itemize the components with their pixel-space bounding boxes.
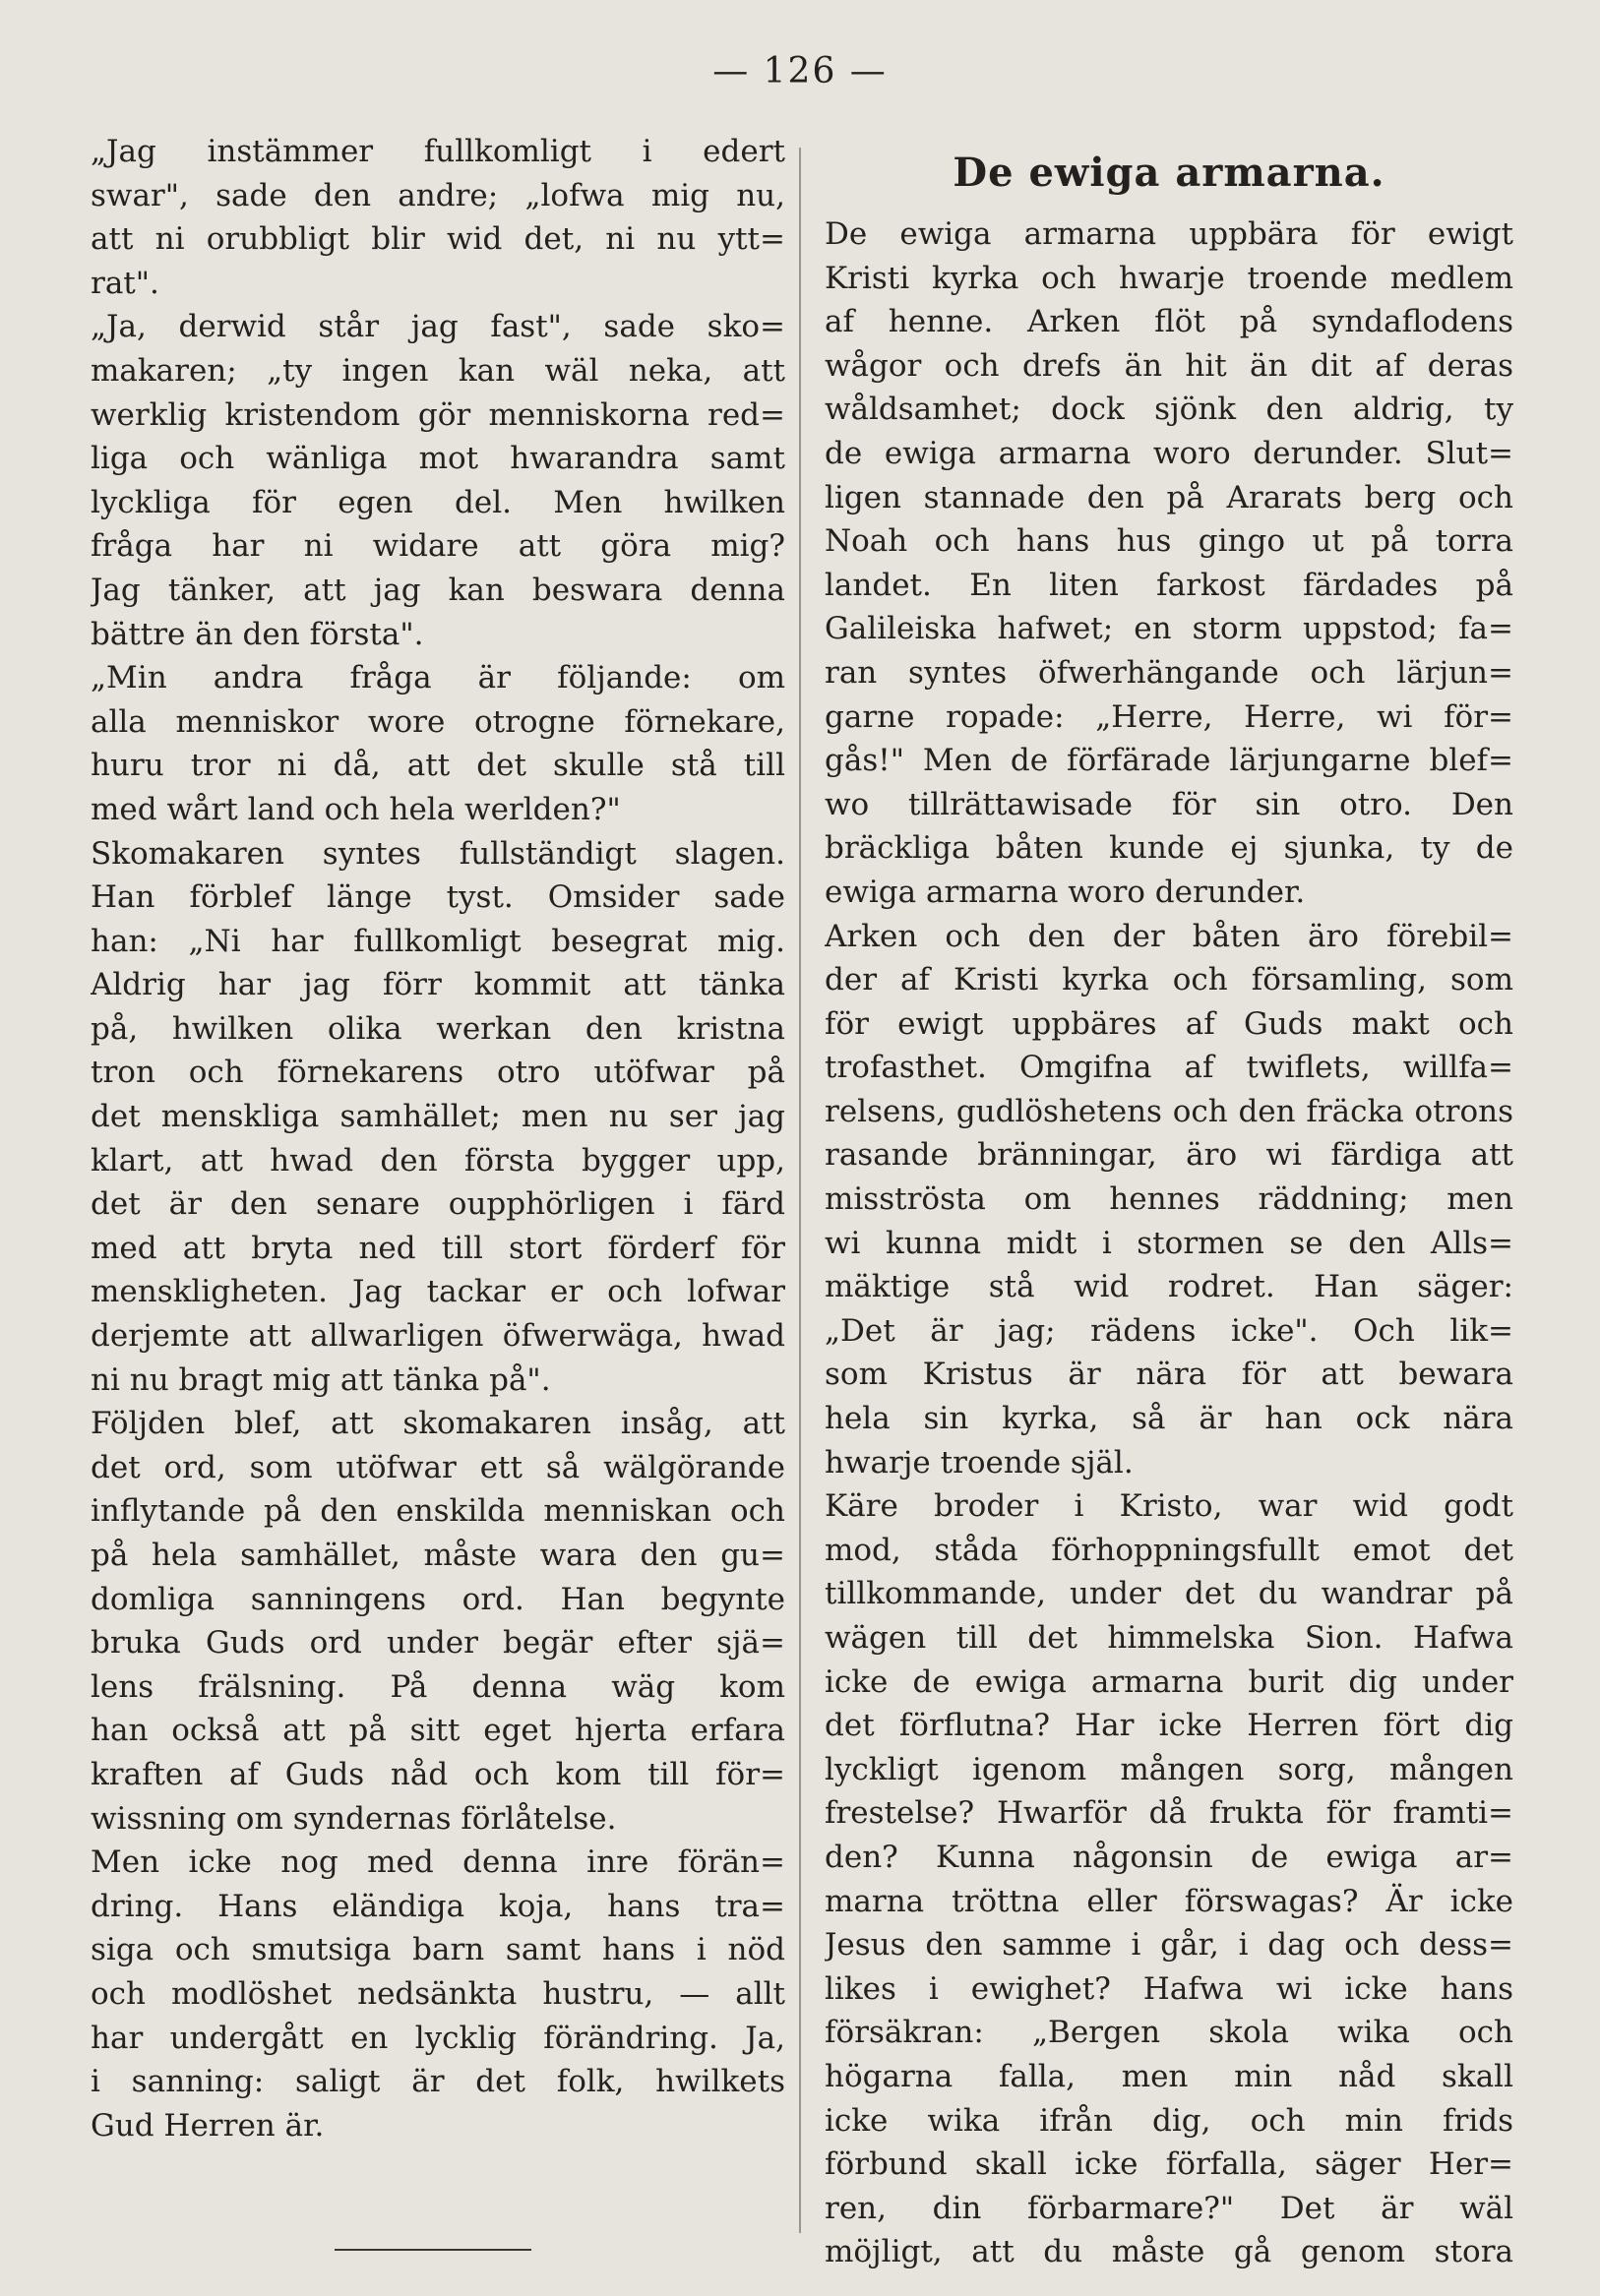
text-line: han: „Ni har fullkomligt besegrat mig. <box>91 923 785 959</box>
text-line: tillkommande, under det du wandrar på <box>825 1576 1513 1612</box>
text-line: Han förblef länge tyst. Omsider sade <box>91 879 785 916</box>
text-line: det menskliga samhället; men nu ser jag <box>91 1099 785 1135</box>
text-line: icke wika ifrån dig, och min frids <box>825 2102 1513 2139</box>
text-line: trofasthet. Omgifna af twiflets, willfa= <box>825 1050 1513 1086</box>
text-line: huru tror ni då, att det skulle stå till <box>91 748 785 784</box>
text-line: det är den senare oupphörligen i färd <box>91 1186 785 1223</box>
text-line: mäktige stå wid rodret. Han säger: <box>825 1269 1513 1305</box>
text-line: Käre broder i Kristo, war wid godt <box>825 1488 1513 1525</box>
text-line: alla menniskor wore otrogne förnekare, <box>91 703 785 740</box>
text-line: fråga har ni widare att göra mig? <box>91 528 785 565</box>
text-line: Kristi kyrka och hwarje troende medlem <box>825 260 1513 296</box>
text-line: Jesus den samme i går, i dag och dess= <box>825 1927 1513 1964</box>
text-line: som Kristus är nära för att bewara <box>825 1357 1513 1393</box>
text-line: Jag tänker, att jag kan beswara denna <box>91 572 785 608</box>
text-line: frestelse? Hwarför då frukta för framti= <box>825 1795 1513 1832</box>
text-line: med wårt land och hela werlden?" <box>91 791 621 827</box>
text-line: ni nu bragt mig att tänka på". <box>91 1361 551 1398</box>
right-column-text <box>825 212 1513 2274</box>
text-line: han också att på sitt eget hjerta erfara <box>91 1713 785 1749</box>
text-line: misströsta om hennes räddning; men <box>825 1181 1513 1218</box>
left-column <box>91 130 785 2147</box>
text-line: att ni orubbligt blir wid det, ni nu ytt= <box>91 221 785 258</box>
text-line: garne ropade: „Herre, Herre, wi för= <box>825 698 1513 735</box>
text-line: lyckliga för egen del. Men hwilken <box>91 484 785 520</box>
text-line: tron och förnekarens otro utöfwar på <box>91 1055 785 1091</box>
text-line: den? Kunna någonsin de ewiga ar= <box>825 1839 1513 1875</box>
text-line: lens frälsning. På denna wäg kom <box>91 1668 785 1705</box>
text-line: makaren; „ty ingen kan wäl neka, att <box>91 352 785 389</box>
text-line: landet. En liten farkost färdades på <box>825 567 1513 603</box>
section-end-rule <box>335 2249 531 2251</box>
text-line: med att bryta ned till stort förderf för <box>91 1230 785 1266</box>
text-line: det ord, som utöfwar ett så wälgörande <box>91 1449 785 1485</box>
text-line: wägen till det himmelska Sion. Hafwa <box>825 1620 1513 1656</box>
text-line: bättre än den första". <box>91 616 424 652</box>
text-line: bräckliga båten kunde ej sjunka, ty de <box>825 830 1513 867</box>
text-line: och modlöshet nedsänkta hustru, — allt <box>91 1975 785 2012</box>
article-heading: De ewiga armarna. <box>953 150 1385 196</box>
text-line: kraften af Guds nåd och kom till för= <box>91 1756 785 1792</box>
text-line: wågor och drefs än hit än dit af deras <box>825 347 1513 384</box>
text-line: bruka Guds ord under begär efter sjä= <box>91 1625 785 1662</box>
text-line: „Ja, derwid står jag fast", sade sko= <box>91 309 785 345</box>
text-line: Gud Herren är. <box>91 2107 325 2144</box>
text-line: ewiga armarna woro derunder. <box>825 874 1306 910</box>
right-column <box>825 144 1513 2274</box>
text-line: derjemte att allwarligen öfwerwäga, hwad <box>91 1318 785 1355</box>
text-line: „Det är jag; rädens icke". Och lik= <box>825 1312 1513 1349</box>
text-line: i sanning: saligt är det folk, hwilkets <box>91 2064 785 2100</box>
text-line: Skomakaren syntes fullständigt slagen. <box>91 835 785 872</box>
text-line: inflytande på den enskilda menniskan och <box>91 1493 785 1530</box>
text-line: förbund skall icke förfalla, säger Her= <box>825 2146 1513 2183</box>
text-line: domliga sanningens ord. Han begynte <box>91 1581 785 1617</box>
text-line: hwarje troende själ. <box>825 1444 1134 1480</box>
text-line: gås!" Men de förfärade lärjungarne blef= <box>825 743 1513 779</box>
text-line: wo tillrättawisade för sin otro. Den <box>825 786 1513 822</box>
text-line: Galileiska hafwet; en storm uppstod; fa= <box>825 611 1513 647</box>
text-line: marna tröttna eller förswagas? Är icke <box>825 1883 1513 1919</box>
text-line: swar", sade den andre; „lofwa mig nu, <box>91 177 785 213</box>
text-line: försäkran: „Bergen skola wika och <box>825 2015 1513 2051</box>
text-line: Men icke nog med denna inre förän= <box>91 1844 785 1881</box>
text-line: „Min andra fråga är följande: om <box>91 660 785 696</box>
text-line: lyckligt igenom mången sorg, mången <box>825 1751 1513 1787</box>
text-line: af henne. Arken flöt på syndaflodens <box>825 304 1513 340</box>
text-line: der af Kristi kyrka och församling, som <box>825 962 1513 998</box>
text-line: ren, din förbarmare?" Det är wäl <box>825 2190 1513 2226</box>
page-number: — 126 — <box>712 51 888 91</box>
text-line: på, hwilken olika werkan den kristna <box>91 1010 785 1047</box>
text-line: hela sin kyrka, så är han ock nära <box>825 1401 1513 1437</box>
text-line: mod, ståda förhoppningsfullt emot det <box>825 1532 1513 1568</box>
text-line: wissning om syndernas förlåtelse. <box>91 1800 617 1837</box>
text-line: likes i ewighet? Hafwa wi icke hans <box>825 1970 1513 2007</box>
text-line: Aldrig har jag förr kommit att tänka <box>91 967 785 1003</box>
text-line: det förflutna? Har icke Herren fört dig <box>825 1708 1513 1744</box>
text-line: för ewigt uppbäres af Guds makt och <box>825 1005 1513 1042</box>
text-line: „Jag instämmer fullkomligt i edert <box>91 134 785 169</box>
column-divider <box>799 148 801 2233</box>
text-line: relsens, gudlöshetens och den fräcka otrons <box>825 1093 1513 1129</box>
text-line: rat". <box>91 265 159 301</box>
text-line: werklig kristendom gör menniskorna red= <box>91 396 785 433</box>
text-line: har undergått en lycklig förändring. Ja, <box>91 2020 785 2056</box>
text-line: ligen stannade den på Ararats berg och <box>825 479 1513 515</box>
text-line: Följden blef, att skomakaren insåg, att <box>91 1406 785 1442</box>
text-line: möjligt, att du måste gå genom stora <box>825 2234 1513 2270</box>
text-line: siga och smutsiga barn samt hans i nöd <box>91 1932 785 1968</box>
text-line: icke de ewiga armarna burit dig under <box>825 1663 1513 1700</box>
text-line: de ewiga armarna woro derunder. Slut= <box>825 435 1513 471</box>
text-line: wi kunna midt i stormen se den Alls= <box>825 1225 1513 1261</box>
text-line: liga och wänliga mot hwarandra samt <box>91 441 785 477</box>
text-line: Noah och hans hus gingo ut på torra <box>825 523 1513 560</box>
text-line: på hela samhället, måste wara den gu= <box>91 1538 785 1573</box>
text-line: Arken och den der båten äro förebil= <box>825 918 1513 954</box>
text-line: ran syntes öfwerhängande och lärjun= <box>825 654 1513 691</box>
text-line: wåldsamhet; dock sjönk den aldrig, ty <box>825 392 1513 428</box>
text-line: rasande bränningar, äro wi färdiga att <box>825 1137 1513 1174</box>
text-line: högarna falla, men min nåd skall <box>825 2058 1513 2094</box>
text-line: dring. Hans eländiga koja, hans tra= <box>91 1888 785 1924</box>
text-line: klart, att hwad den första bygger upp, <box>91 1142 785 1178</box>
text-line: De ewiga armarna uppbära för ewigt <box>825 216 1513 252</box>
text-line: menskligheten. Jag tackar er och lofwar <box>91 1274 785 1310</box>
